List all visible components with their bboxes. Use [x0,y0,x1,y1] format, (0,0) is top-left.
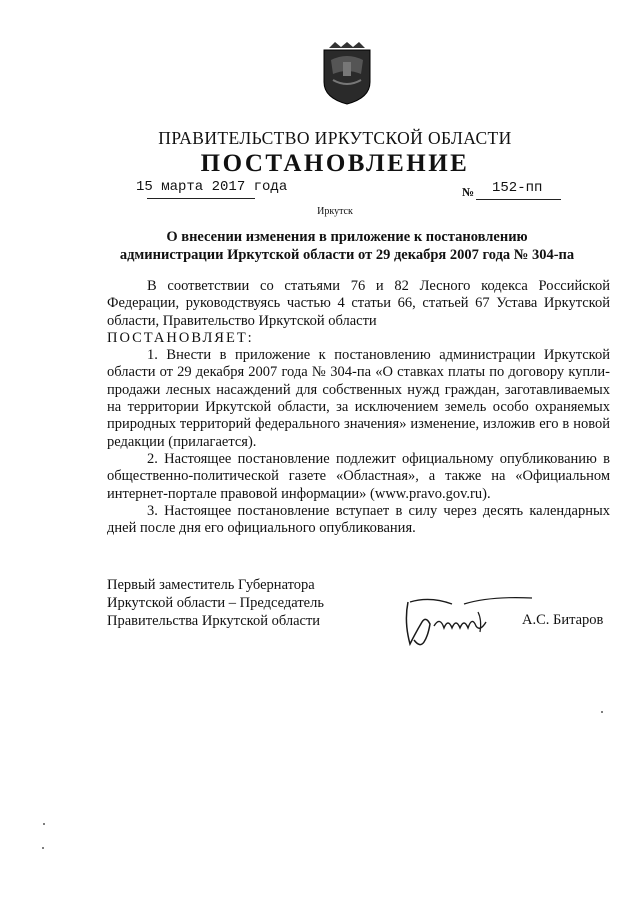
scan-speck [43,823,45,825]
document-number: 152-пп [492,180,543,196]
number-label: № [462,185,475,199]
position-line: Иркутской области – Председатель [107,595,324,611]
number-underline [476,199,561,200]
handwritten-signature [400,592,535,650]
body-item: 1. Внести в приложение к постановлению администрации Иркутской области от 29 декабря 2007 года № 304-па «О ставках платы по договору купли-продажи лесных насаждений для собственных нужд граждан, заготавливаемых на территории Иркутской области, за исключением земель особо охраняемых природных территорий федерального значения» изменение, изложив его в новой редакции (прилагается). [107,347,610,450]
body-item: 3. Настоящее постановление вступает в силу через десять календарных дней после дня его официального опубликования. [107,502,610,537]
document-type-title: ПОСТАНОВЛЕНИЕ [200,150,470,177]
subject-line: О внесении изменения в приложение к постановлению [166,229,528,245]
resolves-heading: ПОСТАНОВЛЯЕТ: [107,329,254,346]
subject-line: администрации Иркутской области от 29 декабря 2007 года № 304-па [119,247,575,263]
city-name: Иркутск [317,206,353,217]
government-name: ПРАВИТЕЛЬСТВО ИРКУТСКОЙ ОБЛАСТИ [158,128,512,148]
scan-speck [42,847,44,849]
position-line: Первый заместитель Губернатора [107,577,315,593]
scan-speck [601,711,603,713]
signatory-position [107,576,324,630]
signatory-name: А.С. Битаров [522,612,604,628]
position-line: Правительства Иркутской области [107,613,321,629]
coat-of-arms-emblem [321,42,373,106]
document-date: 15 марта 2017 года [136,179,288,195]
document-subject [112,228,582,264]
body-item: 2. Настоящее постановление подлежит официальному опубликованию в общественно-политической газете «Областная», а также на «Официальном интернет-портале правовой информации» (www.pravo.gov.ru). [107,450,610,502]
document-body [107,278,610,537]
preamble-paragraph: В соответствии со статьями 76 и 82 Лесного кодекса Российской Федерации, руководствуясь частью 4 статьи 66, статьей 67 Устава Иркутской области, Правительство Иркутской области [107,278,610,329]
date-underline [147,198,255,199]
